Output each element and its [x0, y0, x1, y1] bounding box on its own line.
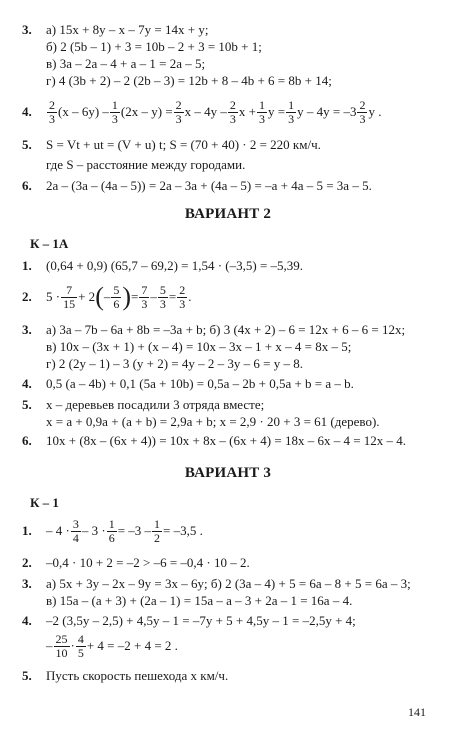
variant-3-subheading: К – 1 [30, 495, 59, 510]
fraction: $\frac{7}{15}$ [63, 282, 76, 311]
fraction: $\frac{1}{6}$ [108, 516, 115, 545]
fraction: $\frac{2}{3}$ [175, 97, 182, 126]
v3-task-1-expression: – 4 · $\frac{3}{4}$ – 3 · $\frac{1}{6}$ = –3 – $\frac{1}{2}$ = –3,5 . [46, 516, 203, 545]
fraction: $\frac{1}{3}$ [111, 97, 118, 126]
fraction: $\frac{4}{5}$ [77, 631, 84, 660]
fraction: $\frac{1}{3}$ [288, 97, 295, 126]
variant-3-heading: ВАРИАНТ 3 [184, 465, 272, 481]
fraction: $\frac{2}{3}$ [49, 97, 55, 126]
fraction: $\frac{7}{3}$ [141, 282, 148, 311]
fraction: $\frac{2}{3}$ [359, 97, 366, 126]
v2-task-2-expression: 5 · $\frac{7}{15}$ + 2 ( – $\frac{5}{6}$ ) = $\frac{7}{3}$ – $\frac{5}{3}$ = $\frac{2}{3}$ . [46, 282, 192, 311]
fraction: $\frac{5}{3}$ [159, 282, 166, 311]
fraction: $\frac{2}{3}$ [179, 282, 186, 311]
fraction: $\frac{3}{4}$ [72, 516, 79, 545]
textbook-page: 3. а) 15x + 8y – x – 7y = 14x + y; б) 2 (5b – 1) + 3 = 10b – 2 + 3 = 10b + 1; в) 3a – 2a – 4 + a – 1 = 2a – 5; г) 4 (3b + 2) – 2 (2b – 3) = 12b + 8 – 4b + 6 = 8b + 14; 4. $\frac{2}{3}$ (x – 6y) – $\frac{1}{3}$ (2x – y) = $\frac{2}{3}$ x – 4y – $\frac{2}{3}$ x + $\frac{1}{3}$ y = $\frac{1}{3}$ y – 4y = –3 $\frac{2}{3}$ y . 5. S = Vt + ut = (V + u) t; S = (70 + 40) · 2 = 220 км/ч. где S – расстояние между городами. 6. 2a – (3a – (4a – 5)) = 2a – 3a + (4a – 5) = –a + 4a – 5 = 3a – 5. ВАРИАНТ 2 К – 1А 1. (0,64 + 0,9) (65,7 – 69,2) = 1,54 · (–3,5) = –5,39. 2. 5 · $\frac{7}{15}$ + 2 ( – $\frac{5}{6}$ ) = $\frac{7}{3}$ – $\frac{5}{3}$ = $\frac{2}{3}$ . 3. а) 3a – 7b – 6a + 8b = –3a + b; б) 3 (4x + 2) – 6 = 12x + 6 – 6 = 12x; в) 10x – (3x + 1) + (x – 4) = 10x – 3x – 1 + x – 4 = 8x – 5; г) 2 (2y – 1) – 3 (y + 2) = 4y – 2 – 3y – 6 = y – 8. 4. 0,5 (a – 4b) + 0,1 (5a + 10b) = 0,5a – 2b + 0,5a + b = a – b. 5. x – деревьев посадили 3 отряда вместе; x = a + 0,9a + (a + b) = 2,9a + b; x = 2,9 · 20 + 3 = 61 (дерево). 6. 10x + (8x – (6x + 4)) = 10x + 8x – (6x + 4) = 18x – 6x – 4 = 12x – 4. ВАРИАНТ 3 К – 1 1. – 4 · $\frac{3}{4}$ – 3 · $\frac{1}{6}$ = –3 – $\frac{1}{2}$ = –3,5 . 2. –0,4 · 10 + 2 = –2 > –6 = –0,4 · 10 – 2. 3. а) 5x + 3y – 2x – 9y = 3x – 6y; б) 2 (3a – 4) + 5 = 6a – 8 + 5 = 6a – 3; в) 15a – (a + 3) + (2a – 1) = 15a – a – 3 + 2a – 1 = 16a – 4. 4. –2 (3,5y – 2,5) + 4,5y – 1 = –7y + 5 + 4,5y – 1 = –2,5y + 4; – $\frac{25}{10}$ · $\frac{4}{5}$ + 4 = –2 + 4 = 2 . 5. Пусть скорость пешехода x км/ч. 141 [0, 0, 456, 746]
fraction: $\frac{2}{3}$ [229, 97, 236, 126]
variant-2-heading: ВАРИАНТ 2 [184, 206, 272, 222]
v3-task-1: 1. [22, 523, 32, 538]
variant-2-subheading: К – 1А [30, 236, 69, 251]
v3-task-4-expression: – $\frac{25}{10}$ · $\frac{4}{5}$ + 4 = –2 + 4 = 2 . [46, 631, 178, 660]
task-4: 4. [22, 104, 32, 119]
v2-task-2: 2. [22, 289, 32, 304]
task-4-expression: $\frac{2}{3}$ (x – 6y) – $\frac{1}{3}$ (2x – y) = $\frac{2}{3}$ x – 4y – $\frac{2}{3}$ x + $\frac{1}{3}$ y = $\frac{1}{3}$ y – 4y = –3 $\frac{2}{3}$ y . [49, 97, 382, 126]
fraction: $\frac{25}{10}$ [55, 631, 68, 660]
fraction: $\frac{5}{6}$ [113, 282, 120, 311]
fraction: $\frac{1}{2}$ [154, 516, 161, 545]
page-number: 141 [408, 705, 426, 719]
fraction: $\frac{1}{3}$ [259, 97, 266, 126]
